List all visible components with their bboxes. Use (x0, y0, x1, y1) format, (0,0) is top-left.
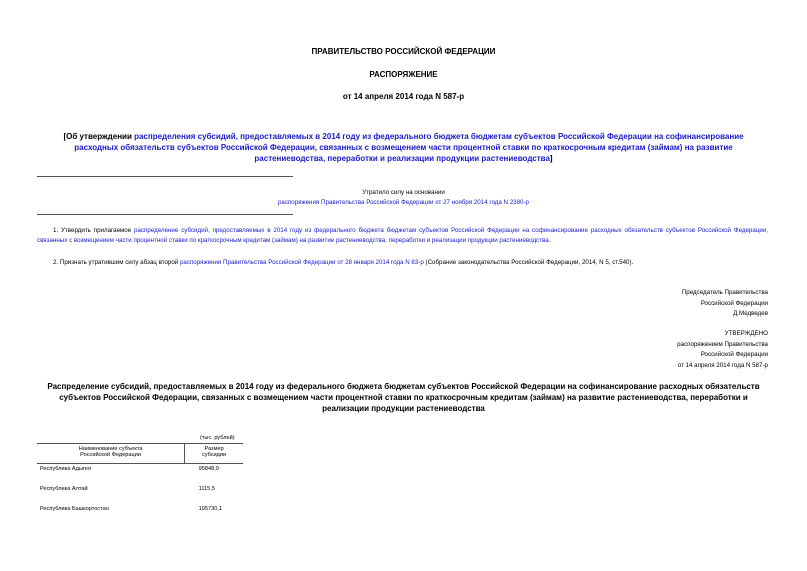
government-heading: ПРАВИТЕЛЬСТВО РОССИЙСКОЙ ФЕДЕРАЦИИ (311, 47, 496, 56)
paragraph-2-suffix: (Собрание законодательства Российской Федерации, 2014, N 5, ст.540). (423, 259, 634, 266)
column-header-amount-line1: Размер (204, 446, 224, 452)
signature-name: Д.Медведев (733, 310, 768, 317)
document-title (60, 131, 747, 164)
subsidy-amount: 95848,9 (198, 466, 219, 472)
paragraph-1-prefix: 1. Утвердить прилагаемое (53, 227, 135, 234)
document-type: РАСПОРЯЖЕНИЕ (369, 70, 438, 79)
divider-top (37, 176, 293, 177)
approved-country: Российской Федерации (700, 351, 768, 358)
signature-block (682, 288, 768, 320)
title-bracket-open: [Об утверждении (63, 132, 135, 141)
status-link[interactable]: распоряжения Правительства Российской Федерации от 27 ноября 2014 года N 2380-р (277, 199, 529, 206)
column-header-amount-line2: субсидии (201, 452, 227, 458)
table-row (37, 504, 243, 524)
column-header-amount (185, 444, 243, 464)
paragraph-1-suffix: . (548, 237, 551, 244)
region-name: Республика Башкортостан (40, 505, 109, 512)
column-header-region-line2: Российской Федерации (80, 452, 141, 458)
region-name: Республика Адыгея (40, 466, 91, 472)
subsidy-amount: 195730,1 (198, 505, 222, 512)
table-unit: (тыс. рублей) (200, 435, 235, 441)
document-date-number: от 14 апреля 2014 года N 587-р (342, 92, 465, 101)
column-header-region (37, 444, 185, 464)
paragraph-1 (37, 226, 768, 246)
paragraph-2-prefix: 2. Признать утратившим силу абзац второй (53, 259, 180, 266)
title-link[interactable]: распределения субсидий, предоставляемых в 2014 году из федерального бюджета бюджетам субъектов Российской Федерации на софинансирование расходных обязательств субъектов Российской Федерации, связанных с возмещением части процентной ставки по краткосрочным кредитам (займам) на развитие растениеводства, переработки и реализации продукции растениеводства (74, 132, 744, 163)
section-title: Распределение субсидий, предоставляемых в 2014 году из федерального бюджета бюджетам субъектов Российской Федерации на софинансирование расходных обязательств субъектов Российской Федерации, связанных с возмещением части процентной ставки по краткосрочным кредитам (займам) на развитие растениеводства, переработки и реализации продукции растениеводства (47, 382, 760, 413)
approved-label: УТВЕРЖДЕНО (724, 330, 768, 337)
status-note: Утратило силу на основании (362, 189, 445, 196)
table-row (37, 464, 243, 484)
approved-by: распоряжением Правительства (677, 340, 768, 348)
signature-position: Председатель Правительства (681, 289, 768, 296)
title-bracket-close: ] (549, 154, 553, 163)
paragraph-2-link[interactable]: распоряжения Правительства Российской Федерации от 28 января 2014 года N 83-р (179, 259, 424, 266)
signature-country: Российской Федерации (700, 299, 768, 307)
region-name: Республика Алтай (40, 485, 88, 492)
paragraph-1-link[interactable]: распределение субсидий, предоставляемых в 2014 году из федерального бюджета бюджетам субъектов Российской Федерации на софинансирование расходных обязательств субъектов Российской Федерации, связанных с возмещением части процентной ставки по краткосрочным кредитам (займам) на развитие растениеводства, переработки и реализации продукции растениеводства (37, 227, 768, 244)
column-header-region-line1: Наименование субъекта (78, 446, 143, 452)
subsidy-amount: 1115,5 (198, 485, 215, 492)
table-row (37, 484, 243, 504)
approved-date: от 14 апреля 2014 года N 587-р (677, 361, 768, 369)
approved-block (677, 329, 768, 371)
divider-bottom (37, 214, 293, 215)
paragraph-2 (53, 258, 768, 268)
subsidy-table (37, 443, 243, 524)
